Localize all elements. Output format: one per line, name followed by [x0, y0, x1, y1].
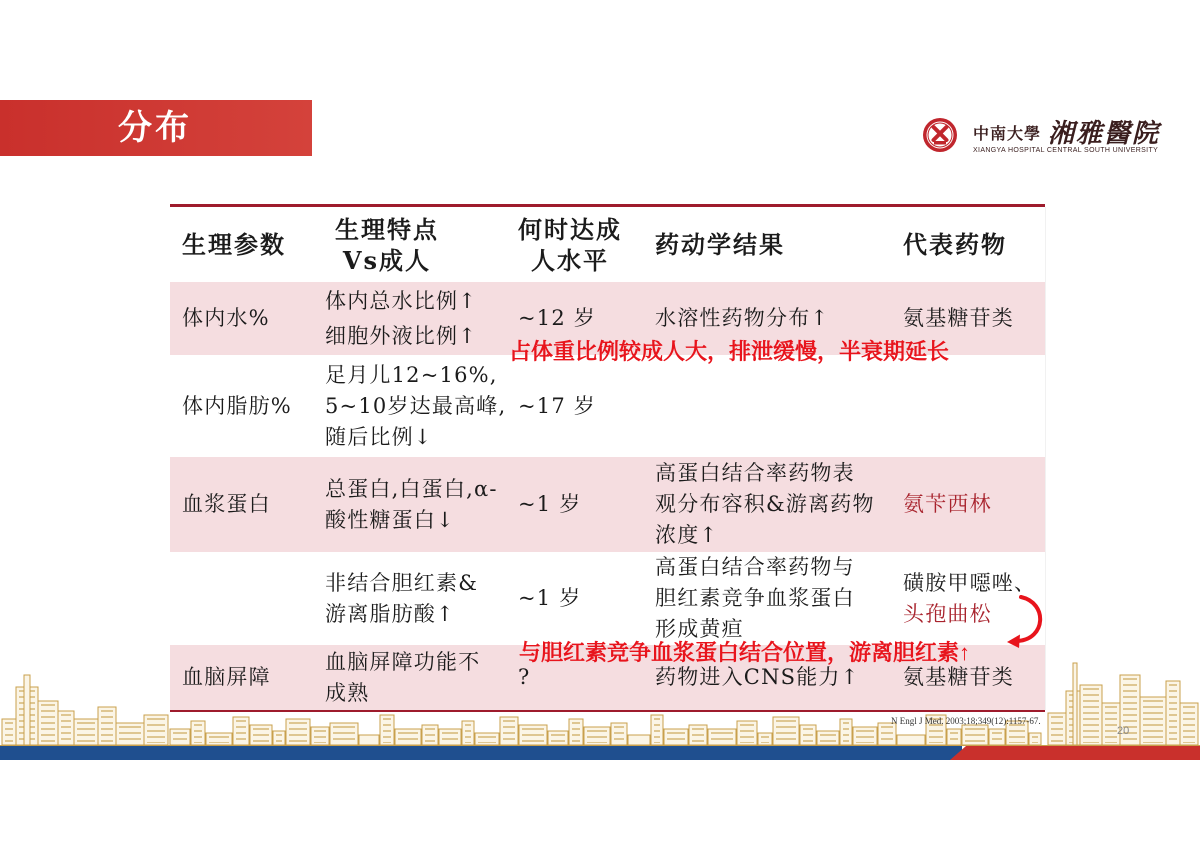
- header-features: [315, 207, 505, 282]
- cell-pk-result: [640, 552, 890, 645]
- page-number: 20: [1117, 725, 1130, 737]
- cell-text: 成熟: [325, 680, 370, 705]
- annotation-body-water: 占体重比例较成人大，排泄缓慢，半衰期延长: [509, 339, 950, 364]
- header-pk-result: [640, 207, 890, 282]
- skyline-building: [708, 729, 736, 745]
- cell-text: 磺胺甲噁唑、: [903, 570, 1037, 595]
- skyline-building: [273, 731, 285, 745]
- cell-text: 观分布容积&游离药物: [655, 492, 875, 516]
- table-header-row: [170, 207, 1045, 282]
- cell-text: ~17 岁: [518, 393, 596, 418]
- cell-text: 高蛋白结合率药物与: [655, 555, 855, 579]
- cell-text: 随后比例↓: [325, 424, 433, 449]
- curved-arrow-icon: [990, 585, 1050, 650]
- slide-title: 分布: [118, 108, 192, 148]
- cell-drugs: [890, 355, 1045, 457]
- pediatric-distribution-table: [170, 204, 1045, 712]
- cell-text: 细胞外液比例↑: [325, 323, 477, 348]
- cell-text: 体内脂肪%: [182, 393, 292, 418]
- cell-text: 酸性糖蛋白↓: [325, 507, 455, 532]
- cell-text: 形成黄疸: [655, 617, 744, 641]
- skyline-building: [1029, 733, 1041, 745]
- header-drugs: [890, 207, 1045, 282]
- cell-text-highlighted: 氨苄西林: [903, 492, 992, 516]
- cell-text: 氨基糖苷类: [903, 665, 1014, 689]
- cell-text: 水溶性药物分布↑: [655, 306, 830, 330]
- hospital-logo: [920, 112, 1170, 162]
- cell-features: [315, 282, 505, 355]
- cell-parameter: [170, 645, 315, 710]
- cell-text: 总蛋白,白蛋白,α-: [325, 476, 498, 501]
- cell-drugs: [890, 457, 1045, 552]
- header-text: 生理特点: [335, 214, 439, 244]
- header-text: 生理参数: [182, 230, 286, 259]
- xiangya-emblem-icon: [922, 117, 958, 153]
- skyline-building: [817, 731, 839, 745]
- cell-parameter: [170, 457, 315, 552]
- cell-text: 5~10岁达最高峰,: [325, 393, 507, 418]
- cell-features: [315, 552, 505, 645]
- cell-text: 足月儿12~16%,: [325, 362, 498, 387]
- skyline-building: [548, 731, 568, 745]
- header-text: 药动学结果: [655, 230, 785, 259]
- cell-features: [315, 355, 505, 457]
- cell-text: 体内水%: [182, 306, 270, 330]
- header-text: 何时达成: [518, 214, 622, 244]
- cell-adult-level-age: [505, 355, 640, 457]
- header-text: Vs成人: [342, 245, 432, 275]
- cell-parameter: [170, 282, 315, 355]
- cell-features: [315, 645, 505, 710]
- cell-text: ~1 岁: [518, 586, 582, 610]
- footer-band-blue: [0, 746, 962, 760]
- skyline-building: [170, 729, 190, 745]
- header-features-block: [335, 214, 439, 276]
- cell-parameter: [170, 355, 315, 457]
- cell-text: 非结合胆红素&: [325, 570, 479, 595]
- cell-features: [315, 457, 505, 552]
- cell-text: 浓度↑: [655, 523, 719, 547]
- cell-parameter: [170, 552, 315, 645]
- skyline-building: [664, 729, 688, 745]
- skyline-building: [947, 729, 961, 745]
- table-row: [170, 552, 1045, 645]
- skyline-building: [439, 729, 461, 745]
- cell-adult-level-age: [505, 457, 640, 552]
- skyline-building: [989, 729, 1005, 745]
- skyline-building: [628, 735, 650, 745]
- hospital-name: 湘雅醫院: [1048, 119, 1161, 149]
- cell-text: 体内总水比例↑: [325, 288, 477, 313]
- footer-band-red: [950, 746, 1200, 760]
- header-parameter: [170, 207, 315, 282]
- cell-text: ?: [518, 665, 531, 689]
- hospital-english-name: XIANGYA HOSPITAL CENTRAL SOUTH UNIVERSITY: [973, 147, 1159, 154]
- skyline-building: [359, 735, 379, 745]
- skyline-building: [98, 707, 116, 745]
- skyline-building: [24, 675, 30, 745]
- cell-text: 血脑屏障: [182, 665, 271, 689]
- title-bar: [0, 100, 312, 156]
- cell-text-highlighted: 头孢曲松: [903, 601, 992, 626]
- cell-text: ~1 岁: [518, 492, 582, 516]
- cell-pk-result: [640, 457, 890, 552]
- header-adult-level-age: [505, 207, 640, 282]
- skyline-building: [758, 733, 772, 745]
- cell-text: 药物进入CNS能力↑: [655, 665, 860, 689]
- skyline-building: [206, 733, 232, 745]
- header-text: 人水平: [531, 245, 609, 275]
- cell-text: 胆红素竞争血浆蛋白: [655, 586, 855, 610]
- cell-text: 血浆蛋白: [182, 492, 271, 516]
- cell-text: ~12 岁: [518, 306, 596, 330]
- cell-adult-level-age: [505, 552, 640, 645]
- skyline-building: [395, 729, 421, 745]
- header-age-block: [518, 214, 622, 276]
- skyline-building: [475, 733, 499, 745]
- skyline-building: [897, 735, 925, 745]
- skyline-building: [1073, 663, 1077, 745]
- cell-text: 游离脂肪酸↑: [325, 601, 455, 626]
- annotation-bilirubin: 与胆红素竞争血浆蛋白结合位置，游离胆红素↑: [519, 640, 971, 665]
- cell-pk-result: [640, 355, 890, 457]
- cell-text: 高蛋白结合率药物表: [655, 461, 855, 485]
- cell-text: 氨基糖苷类: [903, 306, 1014, 330]
- header-text: 代表药物: [903, 230, 1007, 259]
- university-name: 中南大學: [973, 124, 1042, 143]
- reference-citation: N Engl J Med. 2003;18;349(12):1157-67.: [891, 716, 1041, 726]
- cell-text: 血脑屏障功能不: [325, 649, 481, 674]
- table-row: [170, 457, 1045, 552]
- table-row: [170, 355, 1045, 457]
